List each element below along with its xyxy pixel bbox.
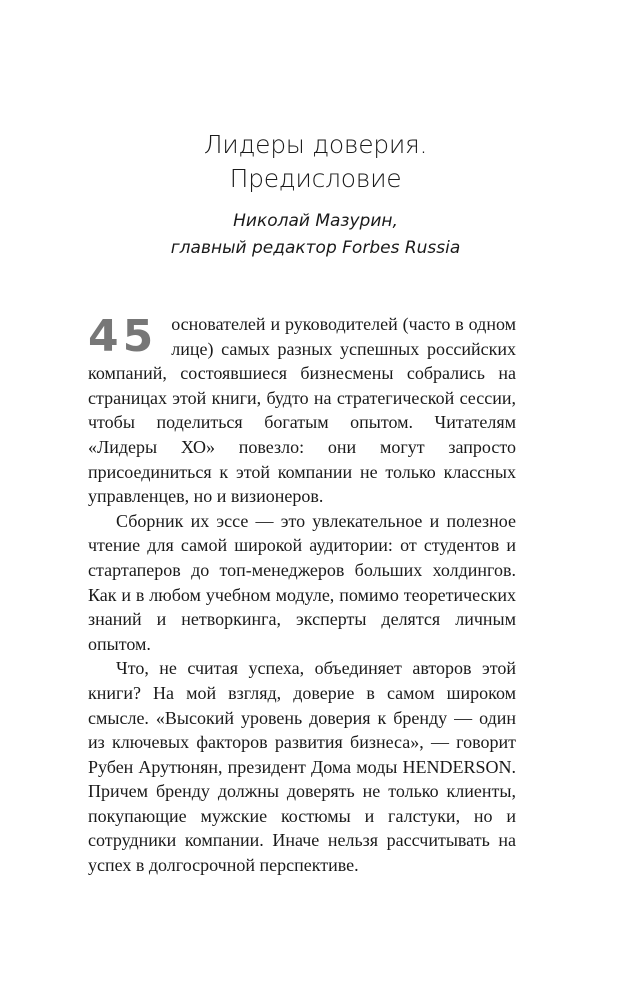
- author-role: главный редактор Forbes Russia: [170, 238, 461, 258]
- paragraph-1: [88, 312, 516, 509]
- article-body: [88, 312, 516, 878]
- paragraph-1-text: основателей и руководителей (часто в одном лице) самых разных успешных российских компаний, состоявшиеся бизнесмены собрались на страницах этой книги, будто на стратегической сессии, чтобы поделиться богатым опытом. Читателям «Лидеры ХО» повезло: они могут запросто присоединиться к этой компании не только классных управленцев, но и визионеров.: [88, 314, 516, 507]
- paragraph-2: Сборник их эссе — это увлекательное и полезное чтение для самой широкой аудитории: от студентов и стартаперов до топ-менеджеров больших холдингов. Как и в любом учебном модуле, помимо теоретических знаний и нетворкинга, эксперты делятся личным опытом.: [88, 510, 516, 654]
- author-name: Николай Мазурин,: [233, 211, 398, 231]
- paragraph-3: Что, не считая успеха, объединяет авторов этой книги? На мой взгляд, доверие в самом широком смысле. «Высокий уровень доверия к бренду — один из ключевых факторов развития бизнеса», — говорит Рубен Арутюнян, президент Дома моды HENDERSON. Причем бренду должны доверять не только клиенты, покупающие мужские костюмы и галстуки, но и сотрудники компании. Иначе нельзя рассчитывать на успех в долгосрочной перспективе.: [88, 658, 516, 876]
- chapter-title: [0, 128, 631, 196]
- drop-cap-number: 45: [88, 311, 158, 362]
- chapter-title-line-1: Лидеры доверия.: [203, 130, 428, 159]
- chapter-title-line-2: Предисловие: [229, 164, 402, 193]
- author-byline: [0, 208, 631, 262]
